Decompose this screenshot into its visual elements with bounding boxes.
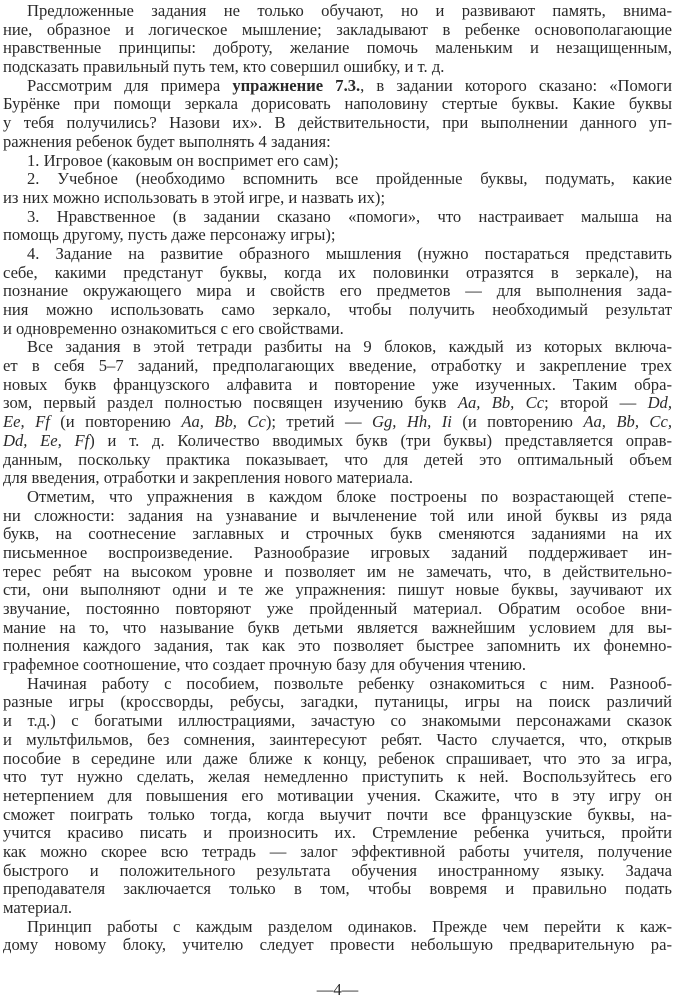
text-line: 3. Нравственное (в задании сказано «помоги», что настраивает малыша на xyxy=(27,206,672,226)
text-line: новых букв французского алфавита и повторение уже изученных. Таким обра- xyxy=(3,374,672,394)
text-line: познание окружающего мира и свойств его предметов — для выполнения зада- xyxy=(3,281,672,301)
text-line: у тебя получились? Назови их». В действительности, при выполнении данного уп- xyxy=(3,113,672,133)
text-segment: ; второй — xyxy=(544,393,648,413)
text-line: 1. Игровое (каковым он воспримет его сам); xyxy=(27,150,339,170)
paragraph xyxy=(3,152,672,171)
text-line: полнения каждого задания, так как это позволяет быстрее запомнить их фонемно- xyxy=(3,636,672,656)
text-line: ние, образное и логическое мышление; закладывают в ребенке основополагающие xyxy=(3,19,672,39)
paragraph xyxy=(3,675,672,918)
text-line: Предложенные задания не только обучают, но и развивают память, внима- xyxy=(27,1,672,20)
bold-text: упражнение 7.3. xyxy=(232,75,361,95)
text-line: из них можно использовать в этой игре, и назвать их); xyxy=(3,187,386,207)
text-line: что тут нужно сделать, желая немедленно приступить к ней. Воспользуйтесь его xyxy=(3,767,672,787)
text-segment: ); третий — xyxy=(265,412,372,432)
page-number: —4— xyxy=(316,980,359,999)
paragraph xyxy=(3,77,672,152)
text-line: ражнения ребенок будет выполнять 4 задания: xyxy=(3,131,331,151)
text-line: себе, какими предстанут буквы, когда их половинки отразятся в зеркале), на xyxy=(3,262,672,282)
text-line: ет в себя 5–7 заданий, предполагающих введение, отработку и закрепление трех xyxy=(3,356,672,376)
text-line: и мультфильмов, без сомнения, заинтересуют ребят. Часто случается, что, открыв xyxy=(3,729,672,749)
text-segment: Рассмотрим для примера xyxy=(27,75,233,95)
italic-text: Dd, Ee, Ff xyxy=(3,430,90,450)
paragraph xyxy=(3,170,672,207)
text-line: как можно скорее всю тетрадь — залог эффективной работы учителя, получение xyxy=(3,841,672,861)
italic-text: Dd, xyxy=(647,393,673,413)
text-line: учится красиво писать и произносить их. Стремление ребенка учиться, пройти xyxy=(3,823,672,843)
text-line: нетерпением для повышения его мотивации учения. Скажите, что в эту игру он xyxy=(3,785,672,805)
italic-text: Ee, Ff xyxy=(3,412,50,432)
paragraph xyxy=(3,245,672,338)
paragraph xyxy=(3,918,672,955)
text-line: и одновременно ознакомиться с его свойствами. xyxy=(3,318,344,338)
text-line: письменное воспроизведение. Разнообразие игровых заданий поддерживает ин- xyxy=(3,542,672,562)
text-line: мание на то, что называние букв детьми является важнейшим условием для вы- xyxy=(3,617,672,637)
text-line: материал. xyxy=(3,898,73,917)
text-line: помощь другому, пусть даже персонажу игры); xyxy=(3,225,336,245)
text-line: пособие в середине или даже ближе к концу, ребенок спрашивает, что это за игра, xyxy=(3,748,672,768)
text-line: графемное соотношение, что создает прочную базу для обучения чтению. xyxy=(3,655,527,675)
text-line: преподавателя заключается только в том, чтобы вовремя и правильно подать xyxy=(3,879,672,899)
italic-text: Aa, Bb, Cc xyxy=(457,393,545,413)
text-line: 2. Учебное (необходимо вспомнить все пройденные буквы, подумать, какие xyxy=(27,169,672,189)
text-line: Начиная работу с пособием, позвольте ребенку ознакомиться с ним. Разнооб- xyxy=(27,673,672,693)
text-line: 4. Задание на развитие образного мышления (нужно постараться представить xyxy=(27,243,672,263)
text-segment: ) и т. д. Количество вводимых букв (три буквы) представляется оправ- xyxy=(89,430,672,450)
text-line: сти, они выполняют одни и те же упражнения: пишут новые буквы, заучивают их xyxy=(3,580,672,600)
text-line: Все задания в этой тетради разбиты на 9 блоков, каждый из которых включа- xyxy=(27,337,672,357)
italic-text: Aa, Bb, Cc xyxy=(181,412,266,432)
text-line xyxy=(3,394,672,413)
text-line: разные игры (кроссворды, ребусы, загадки, путаницы, игры на поиск различий xyxy=(3,692,672,712)
text-line: терес ребят на высоком уровне и позволяет им не замечать, что, в действительно- xyxy=(3,561,672,581)
text-line: ния можно использовать само зеркало, чтобы получить необходимый результат xyxy=(3,300,672,319)
paragraph xyxy=(3,338,672,488)
text-line: для введения, отработки и закрепления нового материала. xyxy=(3,468,413,488)
text-line: дому новому блоку, учителю следует провести небольшую предварительную ра- xyxy=(3,935,672,955)
text-line: Отметим, что упражнения в каждом блоке построены по возрастающей степе- xyxy=(27,486,672,506)
text-line: и т.д.) с богатыми иллюстрациями, зачастую со знакомыми персонажами сказок xyxy=(3,711,672,731)
text-line: подсказать правильный путь тем, кто совершил ошибку, и т. д. xyxy=(3,57,445,77)
paragraph xyxy=(3,208,672,245)
text-segment: (и повторению xyxy=(451,412,584,432)
paragraph xyxy=(3,488,672,675)
text-line: нравственные принципы: доброту, желание помочь маленьким и незащищенным, xyxy=(3,38,672,58)
text-line xyxy=(3,432,672,451)
text-segment: , в задании которого сказано: «Помоги xyxy=(360,75,673,95)
text-line: букв, на соотнесение заглавных и строчных букв сменяются заданиями на их xyxy=(3,524,672,544)
document-body xyxy=(3,2,672,955)
paragraph xyxy=(3,2,672,77)
text-line: данным, поскольку практика показывает, что для детей это оптимальный объем xyxy=(3,449,672,469)
text-segment: (и повторению xyxy=(49,412,182,432)
italic-text: Gg, Hh, Ii xyxy=(372,412,452,432)
text-line: звучание, постоянно повторяют уже пройденный материал. Обратим особое вни- xyxy=(3,599,672,618)
text-line: быстрого и положительного результата обучения иностранному языку. Задача xyxy=(3,860,672,880)
text-line: Бурёнке при помощи зеркала дорисовать наполовину стертые буквы. Какие буквы xyxy=(3,94,672,114)
text-line: ни сложности: задания на узнавание и вычленение той или иной буквы из ряда xyxy=(3,505,672,525)
italic-text: Aa, Bb, Cc, xyxy=(583,412,672,432)
text-line: Принцип работы с каждым разделом одинаков. Прежде чем перейти к каж- xyxy=(27,916,672,936)
text-line xyxy=(3,77,672,96)
text-segment: зом, первый раздел полностью посвящен изучению букв xyxy=(3,393,458,413)
text-line: сможет поиграть только тогда, когда выучит почти все французские буквы, на- xyxy=(3,804,672,824)
text-line xyxy=(3,413,672,432)
